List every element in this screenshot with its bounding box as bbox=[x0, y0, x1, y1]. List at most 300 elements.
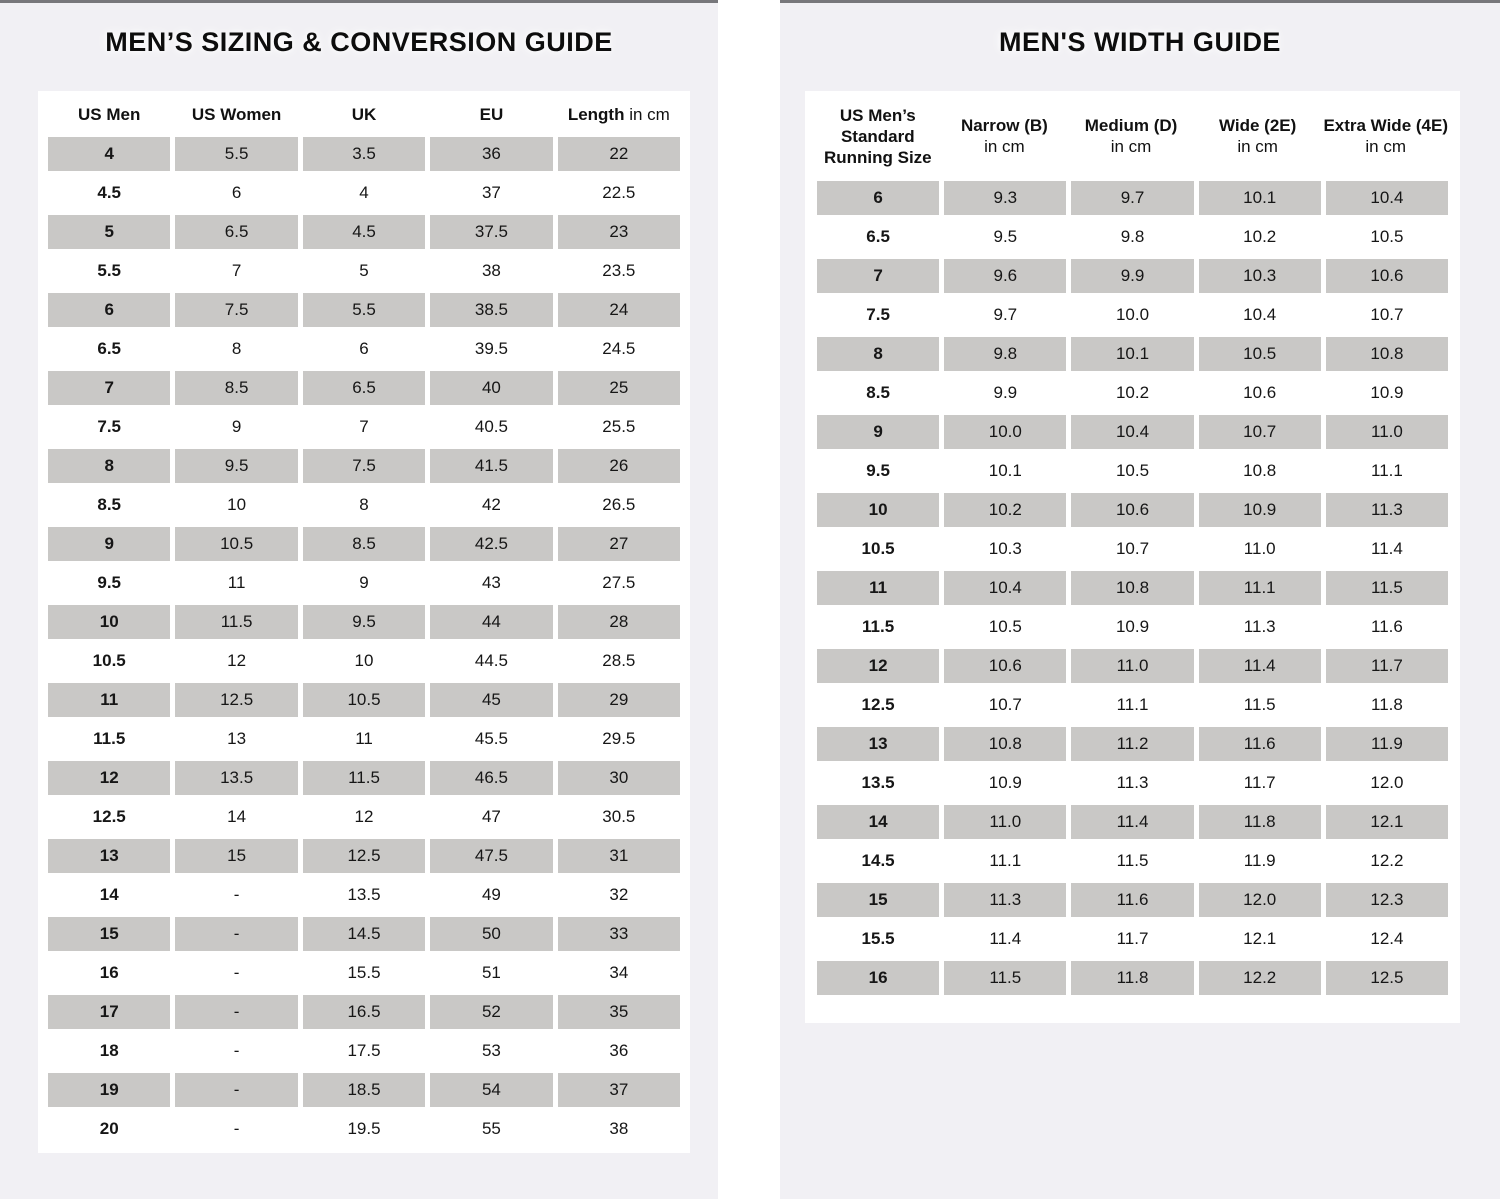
table-cell: 11 bbox=[48, 683, 170, 717]
table-cell: 10.1 bbox=[1199, 181, 1321, 215]
table-cell: 12.5 bbox=[92, 807, 126, 826]
table-cell: 40 bbox=[430, 371, 552, 405]
column-header: EU bbox=[479, 104, 504, 124]
table-cell: 10.0 bbox=[1115, 305, 1150, 324]
table-cell: 10.8 bbox=[1071, 571, 1193, 605]
table-cell: 44.5 bbox=[474, 651, 508, 670]
table-cell: 11.4 bbox=[989, 929, 1022, 948]
table-cell: 10.4 bbox=[1071, 415, 1193, 449]
table-row bbox=[817, 922, 1448, 956]
table-row bbox=[817, 961, 1448, 995]
table-cell: 11.3 bbox=[944, 883, 1066, 917]
table-cell: 6 bbox=[231, 183, 242, 202]
table-cell: 10.6 bbox=[944, 649, 1066, 683]
table-cell: 7 bbox=[48, 371, 170, 405]
table-cell: 6.5 bbox=[175, 215, 297, 249]
table-row bbox=[48, 683, 680, 717]
table-row bbox=[817, 727, 1448, 761]
column-header: Length in cm bbox=[567, 104, 670, 124]
table-cell: 11.5 bbox=[862, 617, 895, 636]
sizing-guide-title: MEN’S SIZING & CONVERSION GUIDE bbox=[105, 27, 613, 57]
table-cell: 43 bbox=[481, 573, 501, 592]
table-cell: 9.8 bbox=[944, 337, 1066, 371]
table-cell: 42 bbox=[481, 495, 501, 514]
table-cell: 10.6 bbox=[1243, 383, 1277, 402]
table-row bbox=[817, 883, 1448, 917]
table-cell: 12.3 bbox=[1326, 883, 1448, 917]
table-cell: 10.9 bbox=[988, 773, 1022, 792]
sizing-guide-panel bbox=[0, 0, 718, 1199]
table-cell: 39.5 bbox=[474, 339, 508, 358]
table-cell: 16 bbox=[817, 961, 939, 995]
table-cell: 10.9 bbox=[1199, 493, 1321, 527]
table-cell: 34 bbox=[609, 963, 629, 982]
table-cell: 10.7 bbox=[1199, 415, 1321, 449]
width-guide-panel bbox=[780, 0, 1500, 1199]
column-header: Narrow (B) in cm bbox=[960, 116, 1048, 156]
table-row bbox=[817, 610, 1448, 644]
table-row bbox=[817, 376, 1448, 410]
table-cell: 8 bbox=[231, 339, 242, 358]
table-cell: 10.4 bbox=[944, 571, 1066, 605]
table-cell: 9.7 bbox=[1071, 181, 1193, 215]
table-cell: 38.5 bbox=[430, 293, 552, 327]
table-cell: 9 bbox=[231, 417, 242, 436]
table-cell: 14 bbox=[817, 805, 939, 839]
table-cell: 13 bbox=[817, 727, 939, 761]
table-row bbox=[817, 181, 1448, 215]
table-cell: 8.5 bbox=[97, 495, 122, 514]
table-row bbox=[48, 215, 680, 249]
table-cell: 26 bbox=[558, 449, 680, 483]
table-cell: 9.5 bbox=[303, 605, 425, 639]
table-cell: 11 bbox=[817, 571, 939, 605]
table-cell: 50 bbox=[430, 917, 552, 951]
table-cell: 15 bbox=[175, 839, 297, 873]
table-cell: 52 bbox=[430, 995, 552, 1029]
table-cell: 6.5 bbox=[303, 371, 425, 405]
table-row bbox=[48, 722, 680, 756]
table-cell: 11.7 bbox=[1116, 929, 1149, 948]
table-cell: 37.5 bbox=[430, 215, 552, 249]
table-cell: 10 bbox=[227, 495, 247, 514]
table-row bbox=[48, 1112, 680, 1146]
table-cell: 6 bbox=[817, 181, 939, 215]
table-cell: 31 bbox=[558, 839, 680, 873]
table-cell: 6.5 bbox=[97, 339, 122, 358]
table-cell: 10.0 bbox=[944, 415, 1066, 449]
table-cell: 4.5 bbox=[97, 183, 122, 202]
table-row bbox=[48, 839, 680, 873]
table-cell: 8.5 bbox=[303, 527, 425, 561]
table-row bbox=[48, 332, 680, 366]
table-cell: 11.8 bbox=[1371, 695, 1403, 714]
table-cell: 6 bbox=[48, 293, 170, 327]
table-cell: 10.7 bbox=[1370, 305, 1404, 324]
table-cell: 9.8 bbox=[1120, 227, 1145, 246]
table-cell: 23.5 bbox=[602, 261, 636, 280]
table-row bbox=[48, 254, 680, 288]
table-cell: 7 bbox=[359, 417, 369, 436]
table-cell: 36 bbox=[430, 137, 552, 171]
table-cell: 11.3 bbox=[1116, 773, 1149, 792]
table-cell: 10.8 bbox=[1326, 337, 1448, 371]
table-cell: 5 bbox=[48, 215, 170, 249]
table-cell: 24.5 bbox=[602, 339, 636, 358]
table-cell: 19.5 bbox=[347, 1119, 381, 1138]
table-cell: 49 bbox=[481, 885, 501, 904]
table-cell: 15 bbox=[48, 917, 170, 951]
table-cell: 10.2 bbox=[944, 493, 1066, 527]
table-cell: 11.0 bbox=[1243, 539, 1276, 558]
table-cell: 30 bbox=[558, 761, 680, 795]
table-cell: 12.2 bbox=[1370, 851, 1404, 870]
column-header: Extra Wide (4E) in cm bbox=[1323, 116, 1448, 156]
table-cell: 12.1 bbox=[1243, 929, 1277, 948]
sizing-guide-table-body bbox=[48, 137, 680, 1146]
table-cell: 10.5 bbox=[92, 651, 126, 670]
table-cell: 14 bbox=[227, 807, 247, 826]
table-cell: 15.5 bbox=[861, 929, 895, 948]
table-cell: 25 bbox=[558, 371, 680, 405]
table-cell: 18 bbox=[99, 1041, 119, 1060]
table-cell: 10.3 bbox=[988, 539, 1022, 558]
table-cell: 10.3 bbox=[1199, 259, 1321, 293]
table-cell: 11.9 bbox=[1326, 727, 1448, 761]
table-cell: 12 bbox=[48, 761, 170, 795]
table-cell: 13 bbox=[227, 729, 247, 748]
width-guide-card bbox=[805, 91, 1460, 1023]
table-cell: 20 bbox=[99, 1119, 119, 1138]
table-cell: 9.7 bbox=[993, 305, 1018, 324]
table-row bbox=[48, 917, 680, 951]
table-cell: 11.8 bbox=[1199, 805, 1321, 839]
table-cell: 11.4 bbox=[1199, 649, 1321, 683]
table-cell: 13.5 bbox=[347, 885, 381, 904]
table-cell: 22.5 bbox=[602, 183, 636, 202]
table-cell: - bbox=[233, 885, 240, 904]
table-cell: 3.5 bbox=[303, 137, 425, 171]
table-cell: 14.5 bbox=[303, 917, 425, 951]
table-row bbox=[48, 410, 680, 444]
table-row bbox=[48, 137, 680, 171]
table-cell: 38 bbox=[481, 261, 501, 280]
table-cell: 11.5 bbox=[303, 761, 425, 795]
table-cell: 9.5 bbox=[866, 461, 890, 480]
table-row bbox=[48, 293, 680, 327]
table-row bbox=[48, 995, 680, 1029]
table-cell: 7.5 bbox=[303, 449, 425, 483]
table-cell: 10.5 bbox=[861, 539, 895, 558]
table-cell: 33 bbox=[558, 917, 680, 951]
table-cell: 4 bbox=[48, 137, 170, 171]
table-cell: 28.5 bbox=[602, 651, 636, 670]
table-cell: 45.5 bbox=[474, 729, 508, 748]
table-cell: 10.5 bbox=[1115, 461, 1150, 480]
table-cell: 11.9 bbox=[1243, 851, 1276, 870]
table-cell: 10.8 bbox=[1243, 461, 1277, 480]
table-cell: 37 bbox=[481, 183, 501, 202]
column-header: US Women bbox=[191, 104, 282, 124]
table-cell: 14.5 bbox=[861, 851, 895, 870]
table-cell: 8 bbox=[48, 449, 170, 483]
table-cell: 29.5 bbox=[602, 729, 636, 748]
table-cell: 11.0 bbox=[1326, 415, 1448, 449]
table-row bbox=[817, 844, 1448, 878]
table-cell: 19 bbox=[48, 1073, 170, 1107]
table-row bbox=[48, 644, 680, 678]
table-cell: 11.1 bbox=[1371, 461, 1403, 480]
table-cell: - bbox=[233, 1119, 240, 1138]
table-row bbox=[817, 298, 1448, 332]
table-cell: 18.5 bbox=[303, 1073, 425, 1107]
table-cell: 11.6 bbox=[1371, 617, 1403, 636]
table-cell: 12.5 bbox=[303, 839, 425, 873]
table-cell: 54 bbox=[430, 1073, 552, 1107]
table-row bbox=[817, 766, 1448, 800]
table-cell: 10.4 bbox=[1243, 305, 1277, 324]
table-cell: 9.5 bbox=[97, 573, 122, 592]
table-cell: 10.5 bbox=[175, 527, 297, 561]
table-cell: 47.5 bbox=[430, 839, 552, 873]
table-cell: 25.5 bbox=[602, 417, 636, 436]
table-cell: 10.6 bbox=[1326, 259, 1448, 293]
sizing-guide-card bbox=[38, 91, 690, 1153]
table-cell: 11.5 bbox=[1326, 571, 1448, 605]
table-cell: 11.3 bbox=[1243, 617, 1276, 636]
table-cell: 7.5 bbox=[175, 293, 297, 327]
table-cell: 11.5 bbox=[1116, 851, 1149, 870]
table-cell: 7 bbox=[231, 261, 242, 280]
table-cell: 5.5 bbox=[97, 261, 122, 280]
table-row bbox=[817, 259, 1448, 293]
table-cell: 11 bbox=[227, 573, 246, 592]
table-cell: 8 bbox=[817, 337, 939, 371]
table-cell: 13.5 bbox=[861, 773, 895, 792]
table-cell: 38 bbox=[609, 1119, 629, 1138]
table-cell: 9.9 bbox=[1071, 259, 1193, 293]
table-cell: 23 bbox=[558, 215, 680, 249]
table-cell: 11.6 bbox=[1071, 883, 1193, 917]
table-cell: 4 bbox=[359, 183, 369, 202]
table-cell: 47 bbox=[481, 807, 501, 826]
table-cell: 11.2 bbox=[1071, 727, 1193, 761]
table-cell: 10 bbox=[817, 493, 939, 527]
table-cell: 12.4 bbox=[1370, 929, 1404, 948]
table-cell: 6 bbox=[359, 339, 369, 358]
table-cell: 11.5 bbox=[1243, 695, 1276, 714]
column-header: UK bbox=[351, 104, 377, 124]
table-cell: 11.4 bbox=[1071, 805, 1193, 839]
table-cell: 11.4 bbox=[1371, 539, 1403, 558]
table-row bbox=[48, 371, 680, 405]
table-cell: 11.1 bbox=[1199, 571, 1321, 605]
table-cell: 10.2 bbox=[1243, 227, 1277, 246]
table-cell: 46.5 bbox=[430, 761, 552, 795]
table-cell: 51 bbox=[481, 963, 501, 982]
table-cell: 26.5 bbox=[602, 495, 636, 514]
table-row bbox=[48, 1034, 680, 1068]
table-row bbox=[48, 800, 680, 834]
table-row bbox=[817, 649, 1448, 683]
table-cell: 12.0 bbox=[1370, 773, 1404, 792]
table-cell: 9.5 bbox=[175, 449, 297, 483]
table-cell: 11.8 bbox=[1071, 961, 1193, 995]
table-cell: 11.7 bbox=[1243, 773, 1276, 792]
table-cell: 9 bbox=[817, 415, 939, 449]
table-cell: 10.8 bbox=[944, 727, 1066, 761]
table-cell: 16.5 bbox=[303, 995, 425, 1029]
table-cell: 10.5 bbox=[1199, 337, 1321, 371]
table-cell: 14 bbox=[99, 885, 119, 904]
table-cell: 8.5 bbox=[175, 371, 297, 405]
column-header: Wide (2E) in cm bbox=[1218, 116, 1297, 156]
table-cell: 37 bbox=[558, 1073, 680, 1107]
table-cell: 10.5 bbox=[1370, 227, 1404, 246]
table-row bbox=[48, 605, 680, 639]
table-cell: 53 bbox=[481, 1041, 501, 1060]
table-cell: 4.5 bbox=[303, 215, 425, 249]
table-cell: 15 bbox=[817, 883, 939, 917]
table-cell: 11.3 bbox=[1326, 493, 1448, 527]
table-row bbox=[48, 956, 680, 990]
table-cell: 17 bbox=[48, 995, 170, 1029]
table-cell: 11.1 bbox=[989, 851, 1022, 870]
table-cell: 15.5 bbox=[347, 963, 381, 982]
table-cell: 7.5 bbox=[97, 417, 122, 436]
table-row bbox=[48, 761, 680, 795]
table-cell: 9.5 bbox=[993, 227, 1018, 246]
table-cell: 5.5 bbox=[303, 293, 425, 327]
table-cell: 11.7 bbox=[1326, 649, 1448, 683]
table-cell: 12.1 bbox=[1326, 805, 1448, 839]
table-cell: 22 bbox=[558, 137, 680, 171]
table-row bbox=[817, 454, 1448, 488]
table-cell: 10 bbox=[354, 651, 374, 670]
table-cell: 10.9 bbox=[1115, 617, 1150, 636]
table-cell: 12.2 bbox=[1199, 961, 1321, 995]
table-cell: 10 bbox=[48, 605, 170, 639]
table-cell: 40.5 bbox=[474, 417, 508, 436]
table-cell: 9.6 bbox=[944, 259, 1066, 293]
table-cell: 29 bbox=[558, 683, 680, 717]
table-cell: 35 bbox=[558, 995, 680, 1029]
table-row bbox=[817, 688, 1448, 722]
table-row bbox=[48, 449, 680, 483]
table-cell: 28 bbox=[558, 605, 680, 639]
table-cell: 24 bbox=[558, 293, 680, 327]
table-cell: 12 bbox=[227, 651, 247, 670]
table-cell: 8 bbox=[359, 495, 369, 514]
table-cell: 12.0 bbox=[1199, 883, 1321, 917]
table-cell: 12 bbox=[817, 649, 939, 683]
table-row bbox=[48, 176, 680, 210]
table-cell: 42.5 bbox=[430, 527, 552, 561]
table-row bbox=[817, 337, 1448, 371]
table-cell: 27 bbox=[558, 527, 680, 561]
table-row bbox=[817, 220, 1448, 254]
table-cell: 10.9 bbox=[1370, 383, 1404, 402]
table-cell: 11.1 bbox=[1116, 695, 1149, 714]
column-header: Medium (D) in cm bbox=[1084, 116, 1178, 156]
table-cell: 8.5 bbox=[866, 383, 890, 402]
table-cell: 6.5 bbox=[866, 227, 890, 246]
table-row bbox=[817, 493, 1448, 527]
table-cell: - bbox=[175, 995, 297, 1029]
table-cell: 27.5 bbox=[602, 573, 636, 592]
column-header: US Men bbox=[78, 104, 141, 124]
table-cell: 7 bbox=[817, 259, 939, 293]
table-cell: 32 bbox=[609, 885, 629, 904]
table-cell: 10.5 bbox=[303, 683, 425, 717]
table-cell: 7.5 bbox=[866, 305, 890, 324]
table-cell: 9.9 bbox=[993, 383, 1018, 402]
table-cell: 10.7 bbox=[1115, 539, 1150, 558]
table-cell: 11.5 bbox=[93, 729, 126, 748]
table-cell: 5.5 bbox=[175, 137, 297, 171]
table-row bbox=[817, 571, 1448, 605]
table-cell: 30.5 bbox=[602, 807, 636, 826]
table-cell: 9 bbox=[48, 527, 170, 561]
table-row bbox=[48, 878, 680, 912]
table-cell: 12.5 bbox=[175, 683, 297, 717]
table-cell: 5 bbox=[359, 261, 369, 280]
table-cell: 10.1 bbox=[988, 461, 1022, 480]
table-cell: 12.5 bbox=[1326, 961, 1448, 995]
table-cell: - bbox=[175, 917, 297, 951]
table-cell: 11.5 bbox=[175, 605, 297, 639]
table-cell: 44 bbox=[430, 605, 552, 639]
table-cell: - bbox=[175, 1073, 297, 1107]
table-cell: 45 bbox=[430, 683, 552, 717]
column-header: US Men’s Standard Running Size bbox=[823, 105, 932, 167]
table-cell: 10.7 bbox=[988, 695, 1022, 714]
table-cell: 17.5 bbox=[347, 1041, 381, 1060]
table-cell: 12.5 bbox=[861, 695, 895, 714]
table-cell: 9 bbox=[359, 573, 369, 592]
table-row bbox=[48, 1073, 680, 1107]
table-row bbox=[48, 488, 680, 522]
table-cell: 11 bbox=[355, 729, 373, 748]
table-cell: - bbox=[233, 1041, 240, 1060]
table-cell: 10.4 bbox=[1326, 181, 1448, 215]
table-row bbox=[48, 566, 680, 600]
table-cell: 16 bbox=[99, 963, 119, 982]
table-cell: 10.6 bbox=[1071, 493, 1193, 527]
table-cell: 11.0 bbox=[944, 805, 1066, 839]
sizing-guide-header-row bbox=[48, 91, 680, 137]
table-row bbox=[48, 527, 680, 561]
table-row bbox=[817, 805, 1448, 839]
table-cell: 36 bbox=[609, 1041, 629, 1060]
table-cell: - bbox=[233, 963, 240, 982]
width-guide-header-row bbox=[817, 91, 1448, 181]
width-guide-table-body bbox=[817, 181, 1448, 995]
table-cell: 13 bbox=[48, 839, 170, 873]
table-row bbox=[817, 532, 1448, 566]
table-cell: 10.5 bbox=[988, 617, 1022, 636]
table-cell: 41.5 bbox=[430, 449, 552, 483]
table-cell: 11.0 bbox=[1071, 649, 1193, 683]
table-row bbox=[817, 415, 1448, 449]
table-cell: 11.5 bbox=[944, 961, 1066, 995]
table-cell: 13.5 bbox=[175, 761, 297, 795]
table-cell: 12 bbox=[354, 807, 374, 826]
table-cell: 55 bbox=[481, 1119, 501, 1138]
table-cell: 11.6 bbox=[1199, 727, 1321, 761]
table-cell: 9.3 bbox=[944, 181, 1066, 215]
table-cell: 10.1 bbox=[1071, 337, 1193, 371]
